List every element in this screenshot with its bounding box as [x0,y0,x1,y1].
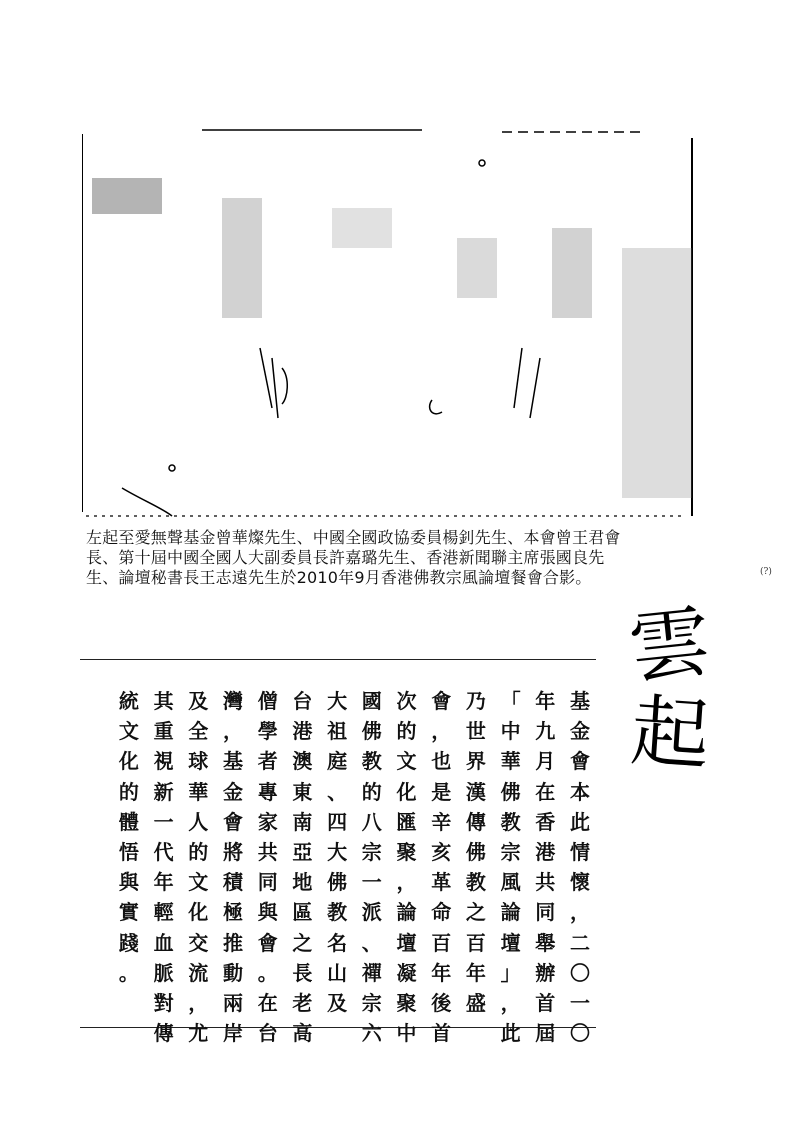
text-char: 僧 [257,689,278,713]
text-char: 佛 [500,779,521,804]
text-char: 教 [500,809,521,834]
text-char: 悟 [118,839,139,864]
text-char: 是 [431,779,452,804]
group-photo [82,128,694,520]
text-char: 八 [361,809,382,834]
text-char: 東 [292,779,313,804]
text-char: 後 [431,990,452,1015]
text-char: 對 [153,990,174,1015]
text-char: 及 [188,689,209,713]
text-char: 聚 [396,839,417,864]
text-char: 屆 [535,1021,556,1046]
text-column [566,686,594,1048]
text-char: ， [570,900,590,925]
text-char: 宗 [500,839,521,864]
text-column [254,686,282,1048]
text-char: 的 [188,839,209,864]
text-char: 踐 [118,930,139,955]
text-char: 基 [223,749,243,774]
text-char: 派 [361,900,382,925]
text-char: 視 [153,749,174,774]
text-char: 傳 [465,809,486,834]
text-char: 「 [500,689,521,713]
text-char: 學 [257,719,278,744]
text-char: 禪 [361,960,382,985]
text-char: 會 [223,809,243,834]
text-char: 之 [465,900,486,925]
text-char: 老 [292,990,313,1015]
text-char: 香 [535,809,556,834]
text-char: 佛 [361,719,382,744]
text-char: 命 [431,900,452,925]
text-column [358,686,386,1048]
text-char: 風 [500,870,521,895]
text-char: 」 [500,960,521,985]
caption-line: 左起至愛無聲基金曾華燦先生、中國全國政協委員楊釗先生、本會曾王君會 [86,528,621,547]
caption-line: 長、第十屆中國全國人大副委員長許嘉璐先生、香港新聞聯主席張國良先 [86,548,605,567]
text-char: 百 [465,930,486,955]
text-char: 文 [188,870,209,895]
text-char: ， [396,870,417,895]
text-char: 、 [327,779,348,804]
text-char: 凝 [396,960,417,985]
text-char: 匯 [396,809,417,834]
text-column [393,686,421,1048]
text-column [497,686,525,1048]
text-char: 二 [570,930,590,955]
text-column [219,686,247,1048]
text-char: 年 [535,689,556,713]
text-char: 一 [570,990,590,1015]
top-divider [80,659,596,660]
text-char: 人 [188,809,209,834]
text-char: 文 [118,719,139,744]
text-char: 家 [257,809,278,834]
text-char: 實 [118,900,139,925]
text-char: 同 [257,870,278,895]
text-char: 宗 [361,990,382,1015]
text-char: 推 [223,930,243,955]
text-column [150,686,178,1048]
text-char: 論 [500,900,521,925]
text-char: 首 [431,1021,452,1046]
page-mark: (?) [760,567,772,577]
text-char: 懷 [570,870,590,895]
text-char: 九 [535,719,556,744]
text-column [323,686,351,1018]
text-char: ， [431,719,452,744]
text-char: 的 [396,719,417,744]
text-char: 灣 [223,689,243,713]
text-char: 之 [292,930,313,955]
text-char: 中 [396,1021,417,1046]
text-char: 論 [396,900,417,925]
text-char: 文 [396,749,417,774]
text-char: 岸 [223,1021,243,1046]
text-char: 年 [465,960,486,985]
text-char: 此 [500,1021,521,1046]
text-char: 教 [327,900,348,925]
text-char: 會 [570,749,590,774]
text-char: 、 [361,930,382,955]
text-char: 基 [570,689,590,713]
caption-line: 生、論壇秘書長王志遠先生於2010年9月香港佛教宗風論壇餐會合影。 [86,568,592,587]
text-char: ， [188,990,209,1015]
text-column [531,686,559,1048]
text-char: ， [500,990,521,1015]
text-char: 統 [118,689,139,713]
text-char: 台 [292,689,313,713]
text-char: 華 [188,779,209,804]
text-char: ， [223,719,243,744]
text-column [462,686,490,1018]
text-char: 亞 [292,839,313,864]
text-column [427,686,455,1048]
text-char: 的 [361,779,382,804]
text-char: 乃 [465,689,486,713]
text-char: 〇 [570,960,590,985]
text-char: 壇 [500,930,521,955]
text-char: 宗 [361,839,382,864]
text-char: 血 [153,930,174,955]
text-char: 一 [361,870,382,895]
text-char: 兩 [223,990,243,1015]
text-char: 尤 [188,1021,209,1046]
text-char: 次 [396,689,417,713]
text-char: 港 [292,719,313,744]
text-char: 輕 [153,900,174,925]
text-char: 辛 [431,809,452,834]
text-column [288,686,316,1048]
text-char: 及 [327,990,348,1015]
text-char: 者 [257,749,278,774]
text-char: 南 [292,809,313,834]
text-char: 名 [327,930,348,955]
text-char: 在 [257,990,278,1015]
text-char: 聚 [396,990,417,1015]
text-char: 金 [223,779,243,804]
text-char: 。 [118,960,139,985]
text-char: 在 [535,779,556,804]
text-column [184,686,212,1048]
text-char: 共 [535,870,556,895]
text-char: 佛 [465,839,486,864]
text-char: 百 [431,930,452,955]
text-char: 共 [257,839,278,864]
text-char: 代 [153,839,174,864]
text-char: 澳 [292,749,313,774]
text-char: 壇 [396,930,417,955]
text-char: 華 [500,749,521,774]
text-char: 革 [431,870,452,895]
text-char: 庭 [327,749,348,774]
text-char: 高 [292,1021,313,1046]
text-char: 與 [257,900,278,925]
text-char: 會 [257,930,278,955]
text-char: 交 [188,930,209,955]
text-char: 流 [188,960,209,985]
text-char: 盛 [465,990,486,1015]
text-char: 山 [327,960,348,985]
text-char: 地 [292,870,313,895]
text-char: 會 [431,689,452,713]
text-char: 祖 [327,719,348,744]
text-char: 新 [153,779,174,804]
text-char: 金 [570,719,590,744]
text-char: 專 [257,779,278,804]
text-char: 本 [570,779,590,804]
text-char: 台 [257,1021,278,1046]
text-char: 化 [396,779,417,804]
text-char: 區 [292,900,313,925]
section-title [622,596,718,784]
text-char: 球 [188,749,209,774]
text-char: 界 [465,749,486,774]
text-char: 六 [361,1021,382,1046]
text-char: 動 [223,960,243,985]
text-char: 首 [535,990,556,1015]
text-char: 全 [188,719,209,744]
text-char: 的 [118,779,139,804]
text-char: 教 [361,749,382,774]
text-char: 港 [535,839,556,864]
text-char: 同 [535,900,556,925]
text-char: 極 [223,900,243,925]
text-char: 大 [327,689,348,713]
text-char: 。 [257,960,278,985]
text-char: 一 [153,809,174,834]
text-char: 情 [570,839,590,864]
text-char: 〇 [570,1021,590,1046]
text-char: 重 [153,719,174,744]
text-char: 年 [153,870,174,895]
text-char: 亥 [431,839,452,864]
text-char: 其 [153,689,174,713]
text-char: 世 [465,719,486,744]
text-char: 此 [570,809,590,834]
text-char: 國 [361,689,382,713]
text-char: 脈 [153,960,174,985]
text-char: 化 [188,900,209,925]
text-char: 年 [431,960,452,985]
text-char: 教 [465,870,486,895]
text-char: 中 [500,719,521,744]
text-char: 化 [118,749,139,774]
text-char: 積 [223,870,243,895]
text-char: 傳 [153,1021,174,1046]
text-char: 與 [118,870,139,895]
text-char: 四 [327,809,348,834]
text-char: 也 [431,749,452,774]
text-char: 長 [292,960,313,985]
text-column [115,686,143,988]
text-char: 舉 [535,930,556,955]
text-char: 體 [118,809,139,834]
title-char: 起 [628,686,713,782]
title-char: 雲 [624,596,716,696]
text-char: 佛 [327,870,348,895]
text-char: 辦 [535,960,556,985]
text-char: 漢 [465,779,486,804]
photo-caption [86,528,698,588]
text-char: 將 [223,839,243,864]
text-char: 月 [535,749,556,774]
text-char: 大 [327,839,348,864]
